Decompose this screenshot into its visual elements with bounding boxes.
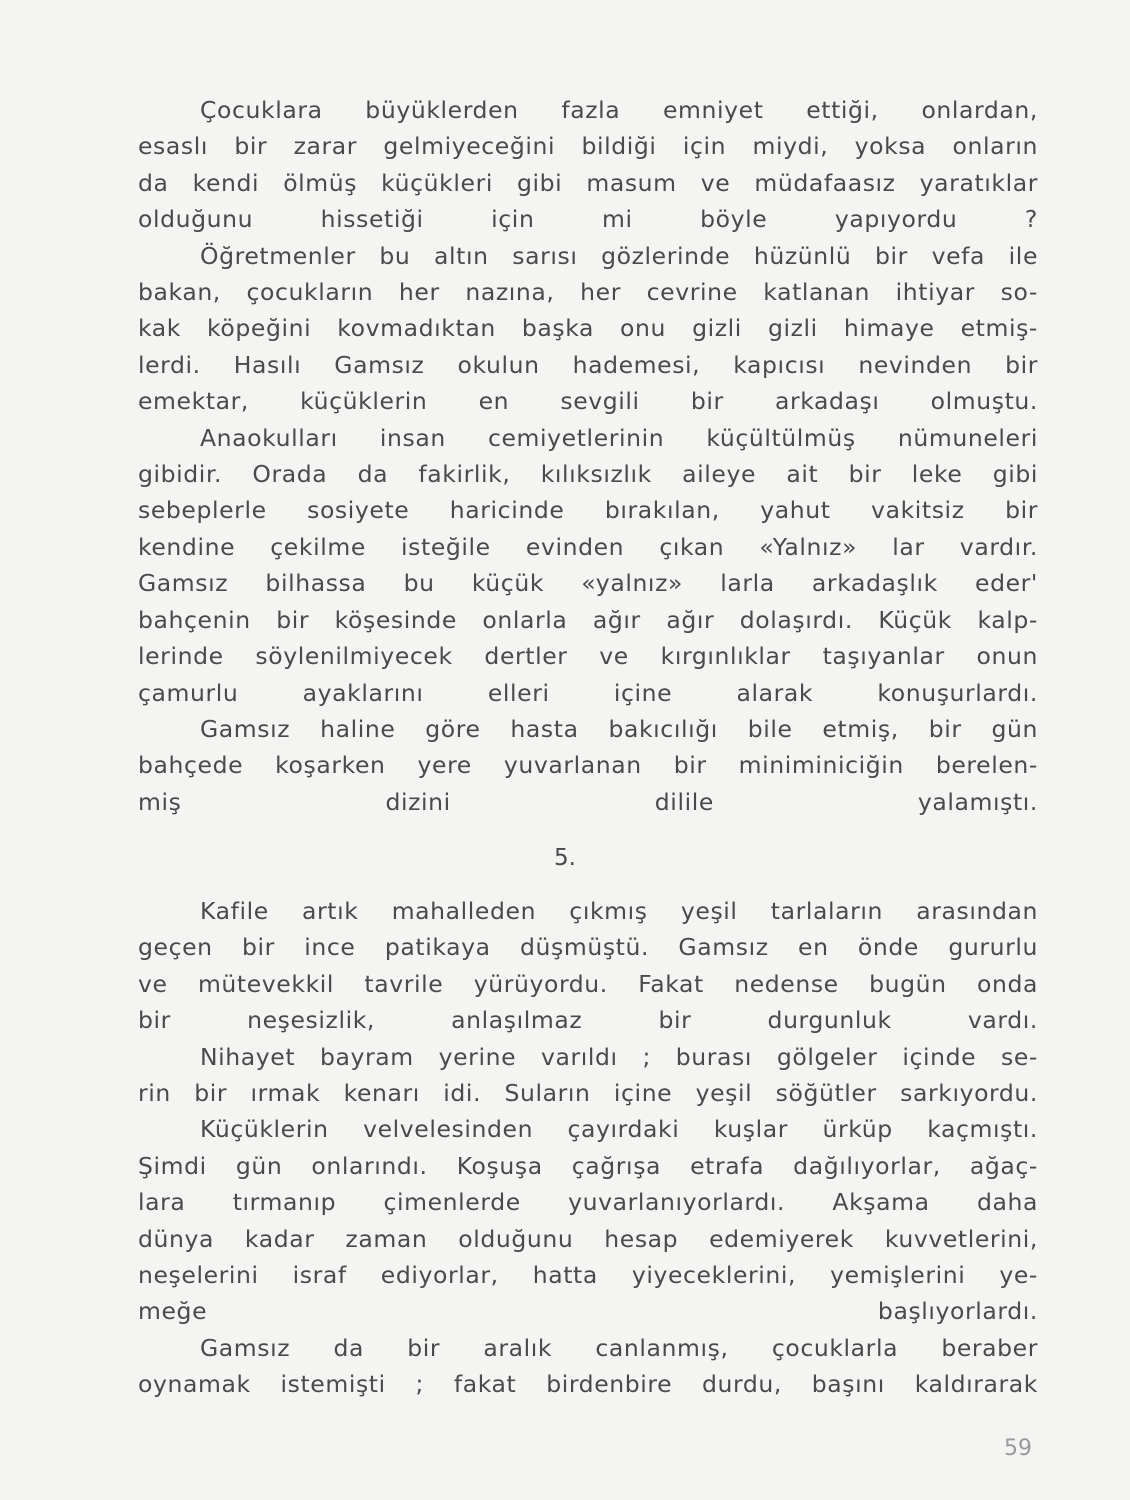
paragraph	[138, 711, 1038, 820]
line: esaslı bir zarar gelmiyeceğini bildiği için miydi, yoksa onların	[138, 132, 1038, 161]
line: emektar, küçüklerin en sevgili bir arkadaşı olmuştu.	[138, 387, 1038, 416]
line: Gamsız bilhassa bu küçük «yalnız» larla arkadaşlık eder'	[138, 569, 1038, 598]
line: Gamsız haline göre hasta bakıcılığı bile etmiş, bir gün	[200, 714, 1038, 743]
paragraph	[138, 238, 1038, 420]
line: gibidir. Orada da fakirlik, kılıksızlık aileye ait bir leke gibi	[138, 460, 1038, 489]
paragraph	[138, 1111, 1038, 1329]
paragraph	[138, 1330, 1038, 1403]
section-number: 5.	[554, 845, 576, 871]
text-section-bottom	[138, 893, 1038, 1403]
line: bahçenin bir köşesinde onlarla ağır ağır dolaşırdı. Küçük kalp-	[138, 605, 1038, 634]
line: lerinde söylenilmiyecek dertler ve kırgınlıklar taşıyanlar onun	[138, 642, 1038, 671]
line: ve mütevekkil tavrile yürüyordu. Fakat nedense bugün onda	[138, 969, 1038, 998]
line: dünya kadar zaman olduğunu hesap edemiyerek kuvvetlerini,	[138, 1224, 1038, 1253]
line: Öğretmenler bu altın sarısı gözlerinde hüzünlü bir vefa ile	[200, 241, 1038, 270]
line: lara tırmanıp çimenlerde yuvarlanıyorlardı. Akşama daha	[138, 1188, 1038, 1217]
line: sebeplerle sosiyete haricinde bırakılan, yahut vakitsiz bir	[138, 496, 1038, 525]
line: Anaokulları insan cemiyetlerinin küçültülmüş nümuneleri	[200, 423, 1038, 452]
line: rin bir ırmak kenarı idi. Suların içine yeşil söğütler sarkıyordu.	[138, 1079, 1038, 1108]
line: olduğunu hissetiği için mi böyle yapıyordu ?	[138, 205, 1038, 234]
line: bahçede koşarken yere yuvarlanan bir miniminiciğin berelen-	[138, 751, 1038, 780]
text-section-top	[138, 92, 1038, 820]
paragraph	[138, 92, 1038, 238]
line: meğe başlıyorlardı.	[138, 1297, 1038, 1326]
paragraph	[138, 1039, 1038, 1112]
line: bakan, çocukların her nazına, her cevrine katlanan ihtiyar so-	[138, 278, 1038, 307]
line: da kendi ölmüş küçükleri gibi masum ve müdafaasız yaratıklar	[138, 168, 1038, 197]
line: lerdi. Hasılı Gamsız okulun hademesi, kapıcısı nevinden bir	[138, 350, 1038, 379]
line: miş dizini dilile yalamıştı.	[138, 787, 1038, 816]
line: Şimdi gün onlarındı. Koşuşa çağrışa etrafa dağılıyorlar, ağaç-	[138, 1151, 1038, 1180]
line: Gamsız da bir aralık canlanmış, çocuklarla beraber	[200, 1333, 1038, 1362]
line: Küçüklerin velvelesinden çayırdaki kuşlar ürküp kaçmıştı.	[200, 1115, 1038, 1144]
line: oynamak istemişti ; fakat birdenbire durdu, başını kaldırarak	[138, 1370, 1038, 1399]
line: neşelerini israf ediyorlar, hatta yiyeceklerini, yemişlerini ye-	[138, 1261, 1038, 1290]
line: geçen bir ince patikaya düşmüştü. Gamsız en önde gururlu	[138, 933, 1038, 962]
line: bir neşesizlik, anlaşılmaz bir durgunluk vardı.	[138, 1006, 1038, 1035]
line: kak köpeğini kovmadıktan başka onu gizli gizli himaye etmiş-	[138, 314, 1038, 343]
line: Çocuklara büyüklerden fazla emniyet ettiği, onlardan,	[200, 96, 1038, 124]
line: Kafile artık mahalleden çıkmış yeşil tarlaların arasından	[200, 897, 1038, 925]
paragraph	[138, 893, 1038, 1039]
paragraph	[138, 420, 1038, 711]
line: Nihayet bayram yerine varıldı ; burası gölgeler içinde se-	[200, 1042, 1038, 1071]
page-number: 59	[1004, 1436, 1032, 1461]
line: çamurlu ayaklarını elleri içine alarak konuşurlardı.	[138, 678, 1038, 707]
line: kendine çekilme isteğile evinden çıkan «Yalnız» lar vardır.	[138, 532, 1038, 561]
